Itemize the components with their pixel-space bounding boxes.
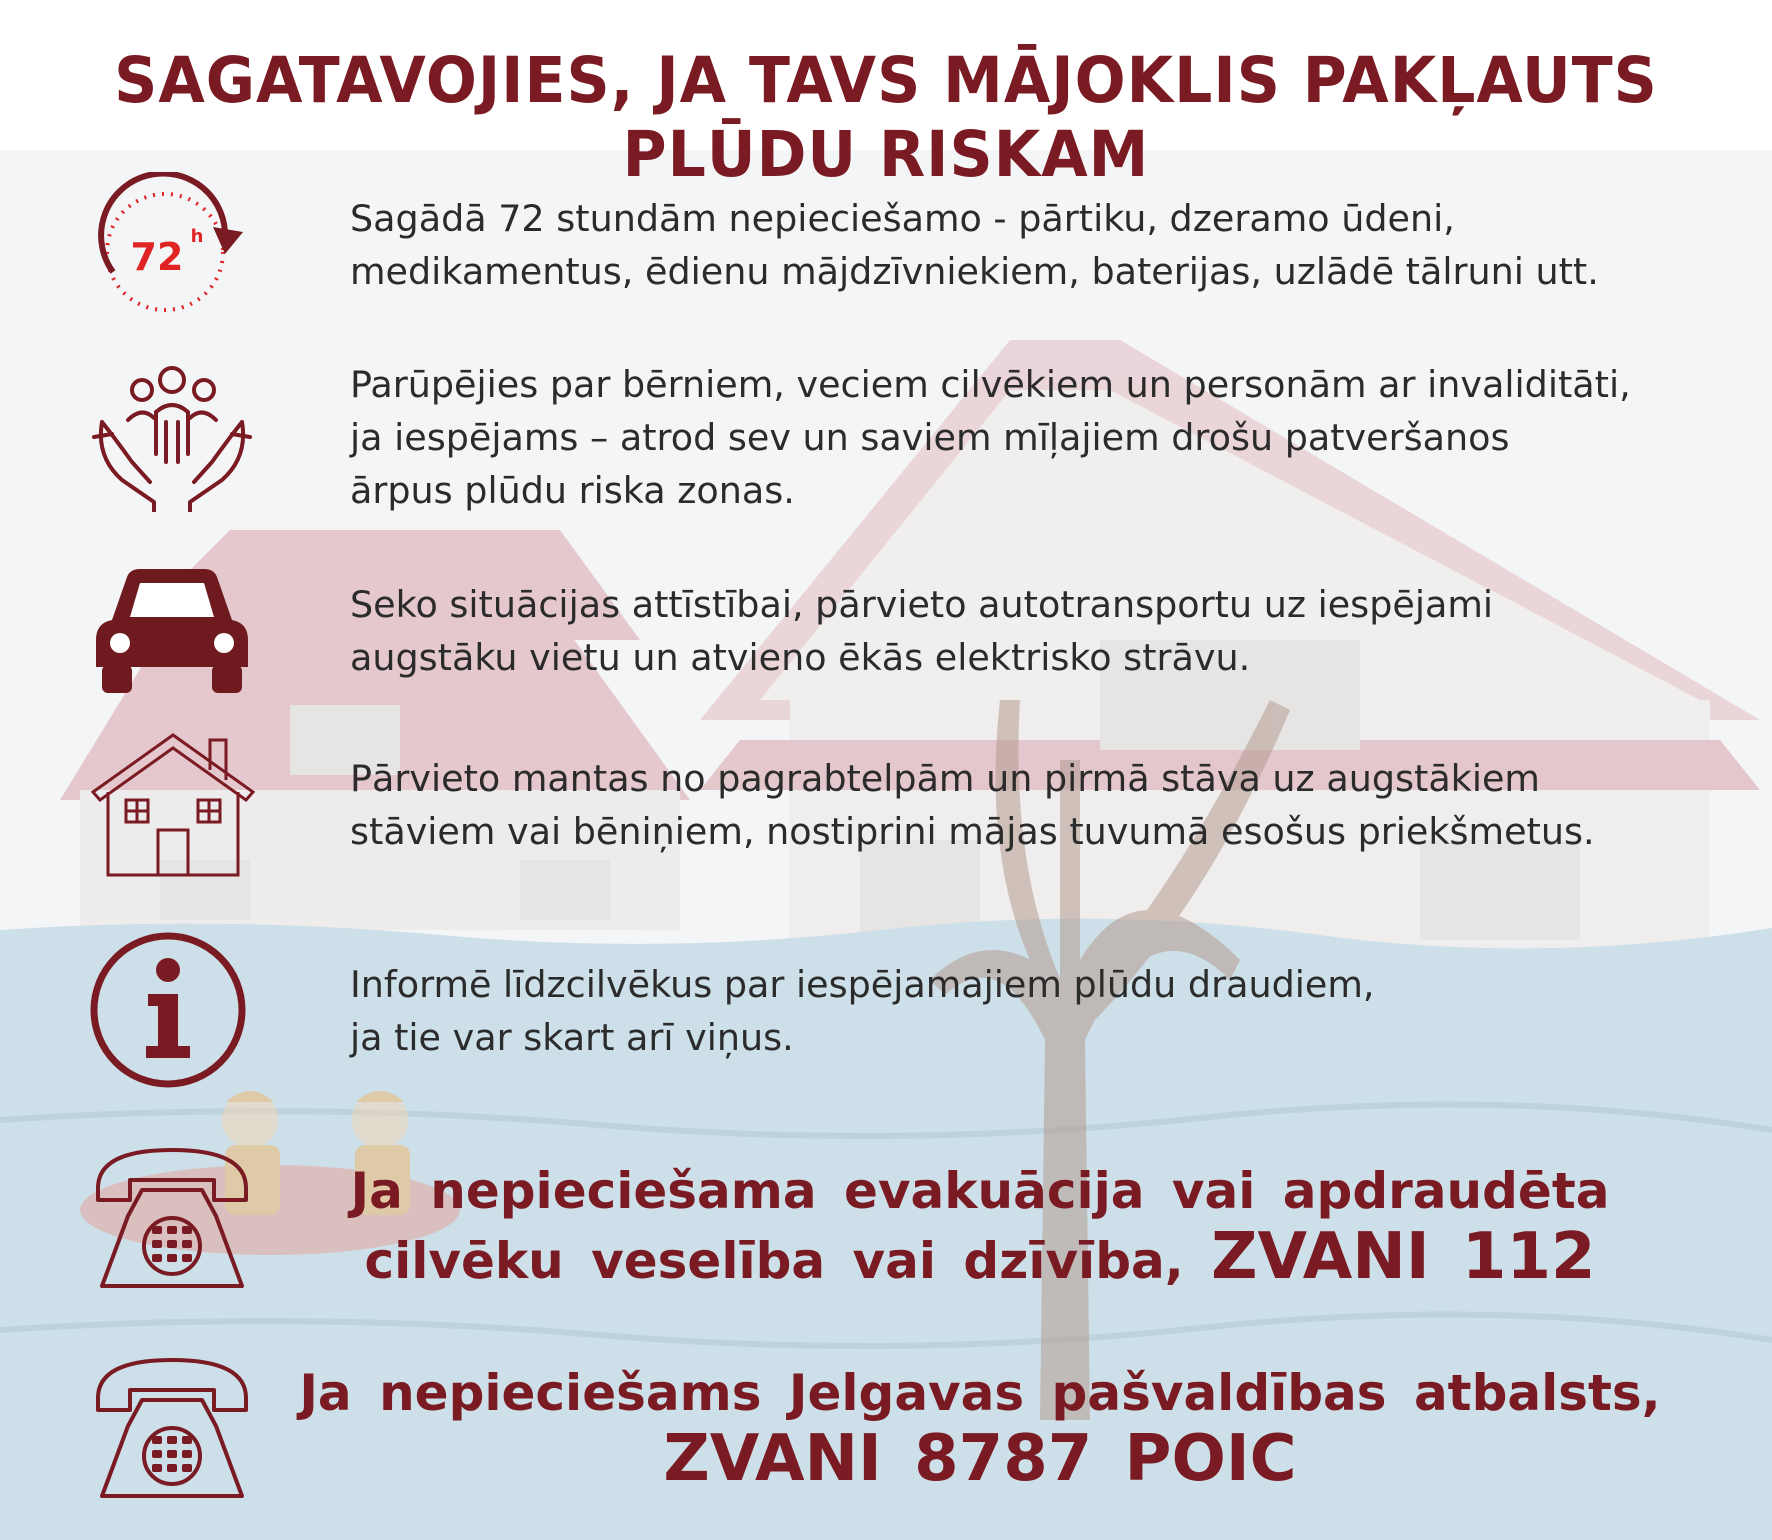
call-number-112: ZVANI 112 [1211, 1220, 1596, 1294]
callout-text: cilvēku veselība vai dzīvība, [364, 1232, 1184, 1290]
tip-inform [350, 958, 1710, 1064]
municipality-call-8787 [250, 1360, 1710, 1496]
call-number-8787: ZVANI 8787 POIC [663, 1422, 1297, 1496]
car-icon [92, 565, 252, 695]
telephone-icon [92, 1138, 252, 1296]
callout-line [250, 1422, 1710, 1496]
clock-badge-text: 72 [130, 235, 184, 279]
tip-line: ārpus plūdu riska zonas. [350, 469, 795, 512]
tip-line: Parūpējies par bērniem, veciem cilvēkiem un personām ar invaliditāti, [350, 363, 1631, 406]
tip-line: augstāku vietu un atvieno ēkās elektrisko strāvu. [350, 636, 1251, 679]
tip-line: ja tie var skart arī viņus. [350, 1016, 794, 1059]
callout-line [250, 1220, 1710, 1294]
telephone-icon [92, 1348, 252, 1506]
callout-line: Ja nepieciešama evakuācija vai apdraudēta [350, 1162, 1610, 1220]
tip-line: medikamentus, ēdienu mājdzīvniekiem, baterijas, uzlādē tālruni utt. [350, 250, 1599, 293]
tip-vulnerable-people [350, 358, 1710, 517]
tip-line: ja iespējams – atrod sev un saviem mīļajiem drošu patveršanos [350, 416, 1510, 459]
house-icon [88, 730, 258, 880]
page-title: SAGATAVOJIES, JA TAVS MĀJOKLIS PAKĻAUTS PLŪDU RISKAM [114, 44, 1658, 192]
people-in-hands-icon [92, 362, 252, 512]
tip-vehicles [350, 578, 1710, 684]
callout-line: Ja nepieciešams Jelgavas pašvaldības atbalsts, [299, 1364, 1661, 1422]
info-icon [88, 930, 248, 1090]
tip-line: Seko situācijas attīstībai, pārvieto autotransportu uz iespējami [350, 583, 1494, 626]
clock-badge-sup: h [190, 226, 204, 247]
clock-72h-icon [85, 172, 255, 322]
tip-line: Pārvieto mantas no pagrabtelpām un pirmā stāva uz augstākiem [350, 757, 1540, 800]
tip-line: Informē līdzcilvēkus par iespējamajiem plūdu draudiem, [350, 963, 1375, 1006]
tip-line: Sagādā 72 stundām nepieciešamo - pārtiku, dzeramo ūdeni, [350, 197, 1455, 240]
tip-belongings [350, 752, 1710, 858]
tip-line: stāviem vai bēniņiem, nostiprini mājas tuvumā esošus priekšmetus. [350, 810, 1595, 853]
tip-supplies [350, 192, 1710, 298]
emergency-call-112 [250, 1158, 1710, 1294]
